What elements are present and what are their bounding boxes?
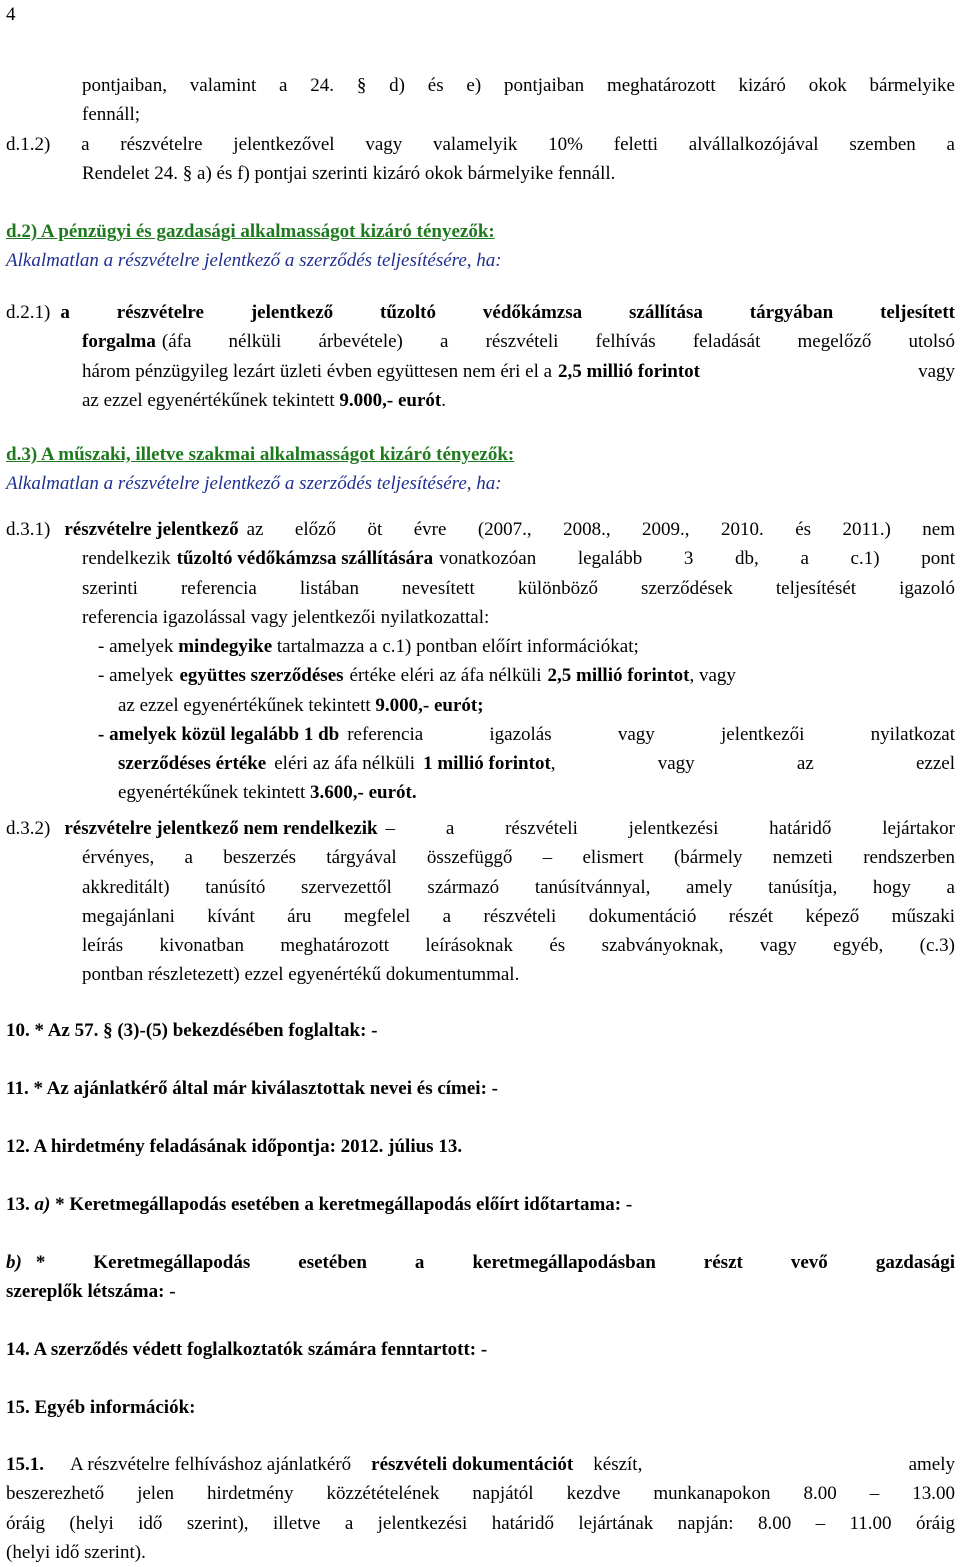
section-subheading: Alkalmatlan a részvételre jelentkező a szerződés teljesítésére, ha: xyxy=(6,473,502,495)
paragraph-d31 xyxy=(6,515,955,632)
section-13b xyxy=(6,1248,955,1307)
text-line: - amelyek xyxy=(98,636,174,657)
section-heading: d.2) A pénzügyi és gazdasági alkalmasságot kizáró tényezők: xyxy=(6,221,495,242)
section-heading: 14. A szerződés védett foglalkoztatók számára fenntartott: - xyxy=(6,1339,488,1360)
text-bold: részvételre jelentkező xyxy=(64,519,239,540)
paragraph-d21 xyxy=(6,298,955,415)
text-bold: 9.000,- eurót; xyxy=(375,694,484,716)
text-line: megajánlani kívánt áru megfelel a részvételi dokumentáció részét képező műszaki xyxy=(82,905,955,927)
section-11 xyxy=(6,1074,955,1103)
text-bold: - amelyek közül legalább 1 db xyxy=(98,723,340,745)
text-line: az előző öt évre (2007., 2008., 2009., 2010. és 2011.) nem xyxy=(246,519,955,540)
section-heading: * Keretmegállapodás esetében a keretmegállapodásban részt vevő gazdasági xyxy=(35,1252,955,1273)
text-bold: a részvételre jelentkező tűzoltó védőkámzsa szállítása tárgyában teljesített xyxy=(60,302,955,323)
text-line: (helyi idő szerint). xyxy=(6,1541,146,1563)
text-line: (áfa nélküli árbevétele) a részvételi felhívás feladását megelőző utolsó xyxy=(161,331,955,353)
item-number: d.3.1) xyxy=(6,519,51,540)
section-15 xyxy=(6,1393,955,1422)
section-heading: d.3) A műszaki, illetve szakmai alkalmasságot kizáró tényezők: xyxy=(6,444,515,465)
text-line: – a részvételi jelentkezési határidő lejártakor xyxy=(385,818,955,839)
text-line: értéke eléri az áfa nélküli xyxy=(349,665,542,687)
text-line: az ezzel egyenértékűnek tekintett xyxy=(82,389,335,411)
section-d3 xyxy=(6,440,955,499)
text-line: akkreditált) tanúsító szervezettől származó tanúsítvánnyal, amely tanúsítja, hogy a xyxy=(82,876,955,898)
text-line: óráig (helyi idő szerint), illetve a jelentkezési határidő lejártának napján: 8.00 – 11.00 óráig xyxy=(6,1512,955,1534)
bullet-list xyxy=(98,632,955,808)
section-heading: 12. A hirdetmény feladásának időpontja: 2012. július 13. xyxy=(6,1136,463,1157)
section-heading: szereplők létszáma: - xyxy=(6,1281,176,1303)
paragraph-d12 xyxy=(6,130,955,189)
text-line: - amelyek xyxy=(98,665,174,687)
text-bold: forgalma xyxy=(82,331,156,353)
text-bold: tűzoltó védőkámzsa szállítására xyxy=(176,548,434,570)
text-line: egyenértékűnek tekintett xyxy=(118,782,306,804)
text-line: készít, amely xyxy=(593,1454,955,1475)
text-line: eléri az áfa nélküli xyxy=(274,753,416,775)
section-13a xyxy=(6,1190,955,1219)
text-line: fennáll; xyxy=(82,104,141,126)
text-line: , vagy xyxy=(689,665,736,687)
item-number: d.3.2) xyxy=(6,818,51,839)
text-line: , vagy az ezzel xyxy=(550,753,955,775)
text-line: Rendelet 24. § a) és f) pontjai szerinti kizáró okok bármelyike fennáll. xyxy=(82,163,616,185)
paragraph-continuation xyxy=(82,71,955,130)
text-line: leírás kivonatban meghatározott leírásoknak és szabványoknak, vagy egyéb, (c.3) xyxy=(82,935,955,957)
text-bold: 3.600,- eurót. xyxy=(310,782,417,804)
section-12 xyxy=(6,1132,955,1161)
section-subheading: Alkalmatlan a részvételre jelentkező a szerződés teljesítésére, ha: xyxy=(6,250,502,272)
section-d2 xyxy=(6,217,955,276)
text-line: érvényes, a beszerzés tárgyával összefüggő – elismert (bármely nemzeti rendszerben xyxy=(82,847,955,869)
text-line: referencia igazolással vagy jelentkezői nyilatkozattal: xyxy=(82,606,490,628)
section-heading: 11. * Az ajánlatkérő által már kiválasztottak nevei és címei: - xyxy=(6,1078,498,1099)
text-line: vonatkozóan legalább 3 db, a c.1) pont xyxy=(439,548,955,570)
list-item xyxy=(98,720,955,749)
list-item xyxy=(98,632,955,661)
section-heading: 10. * Az 57. § (3)-(5) bekezdésében foglaltak: - xyxy=(6,1020,378,1041)
text-line: pontban részletezett) ezzel egyenértékű dokumentummal. xyxy=(82,964,520,986)
item-number: d.2.1) xyxy=(6,302,51,323)
text-line: az ezzel egyenértékűnek tekintett xyxy=(118,694,371,716)
section-10 xyxy=(6,1016,955,1045)
text-line: vagy xyxy=(918,360,955,382)
text-bold: 2,5 millió forintot xyxy=(547,665,690,687)
text-bold: szerződéses értéke xyxy=(118,753,267,775)
text-line: három pénzügyileg lezárt üzleti évben együttesen nem éri el a xyxy=(82,360,553,382)
text-line: beszerezhető jelen hirdetmény közzétételének napjától kezdve munkanapokon 8.00 – 13.00 xyxy=(6,1483,955,1505)
section-heading: 15. Egyéb információk: xyxy=(6,1397,196,1418)
text-bold-italic: b) xyxy=(6,1252,22,1273)
section-number: 15.1. xyxy=(6,1454,44,1475)
page-number: 4 xyxy=(6,4,16,25)
text-line: A részvételre felhíváshoz ajánlatkérő xyxy=(70,1454,352,1475)
text-line: d.1.2) a részvételre jelentkezővel vagy valamelyik 10% feletti alvállalkozójával szemben a xyxy=(6,134,955,155)
section-heading: * Keretmegállapodás esetében a keretmegállapodás előírt időtartama: - xyxy=(55,1194,633,1215)
paragraph-d32 xyxy=(6,814,955,990)
text-bold: 2,5 millió forintot xyxy=(558,360,700,382)
section-15-1 xyxy=(6,1450,955,1567)
text-bold: részvételre jelentkező nem rendelkezik xyxy=(64,818,378,839)
text-line: . xyxy=(441,389,447,411)
text-line: tartalmazza a c.1) pontban előírt információkat; xyxy=(276,636,639,657)
section-number: 13. xyxy=(6,1194,30,1215)
text-line: referencia igazolás vagy jelentkezői nyilatkozat xyxy=(347,723,955,745)
text-bold: részvételi dokumentációt xyxy=(371,1454,574,1475)
text-bold: 9.000,- eurót xyxy=(339,389,442,411)
text-bold: mindegyike xyxy=(178,636,273,657)
text-line: rendelkezik xyxy=(82,548,171,570)
text-line: pontjaiban, valamint a 24. § d) és e) pontjaiban meghatározott kizáró okok bármelyike xyxy=(82,75,955,96)
text-bold-italic: a) xyxy=(34,1194,51,1215)
text-bold: együttes szerződéses xyxy=(179,665,344,687)
list-item xyxy=(98,661,955,690)
section-14 xyxy=(6,1335,955,1364)
text-bold: 1 millió forintot xyxy=(423,753,551,775)
text-line: szerinti referencia listában nevesített különböző szerződések teljesítését igazoló xyxy=(82,577,955,599)
